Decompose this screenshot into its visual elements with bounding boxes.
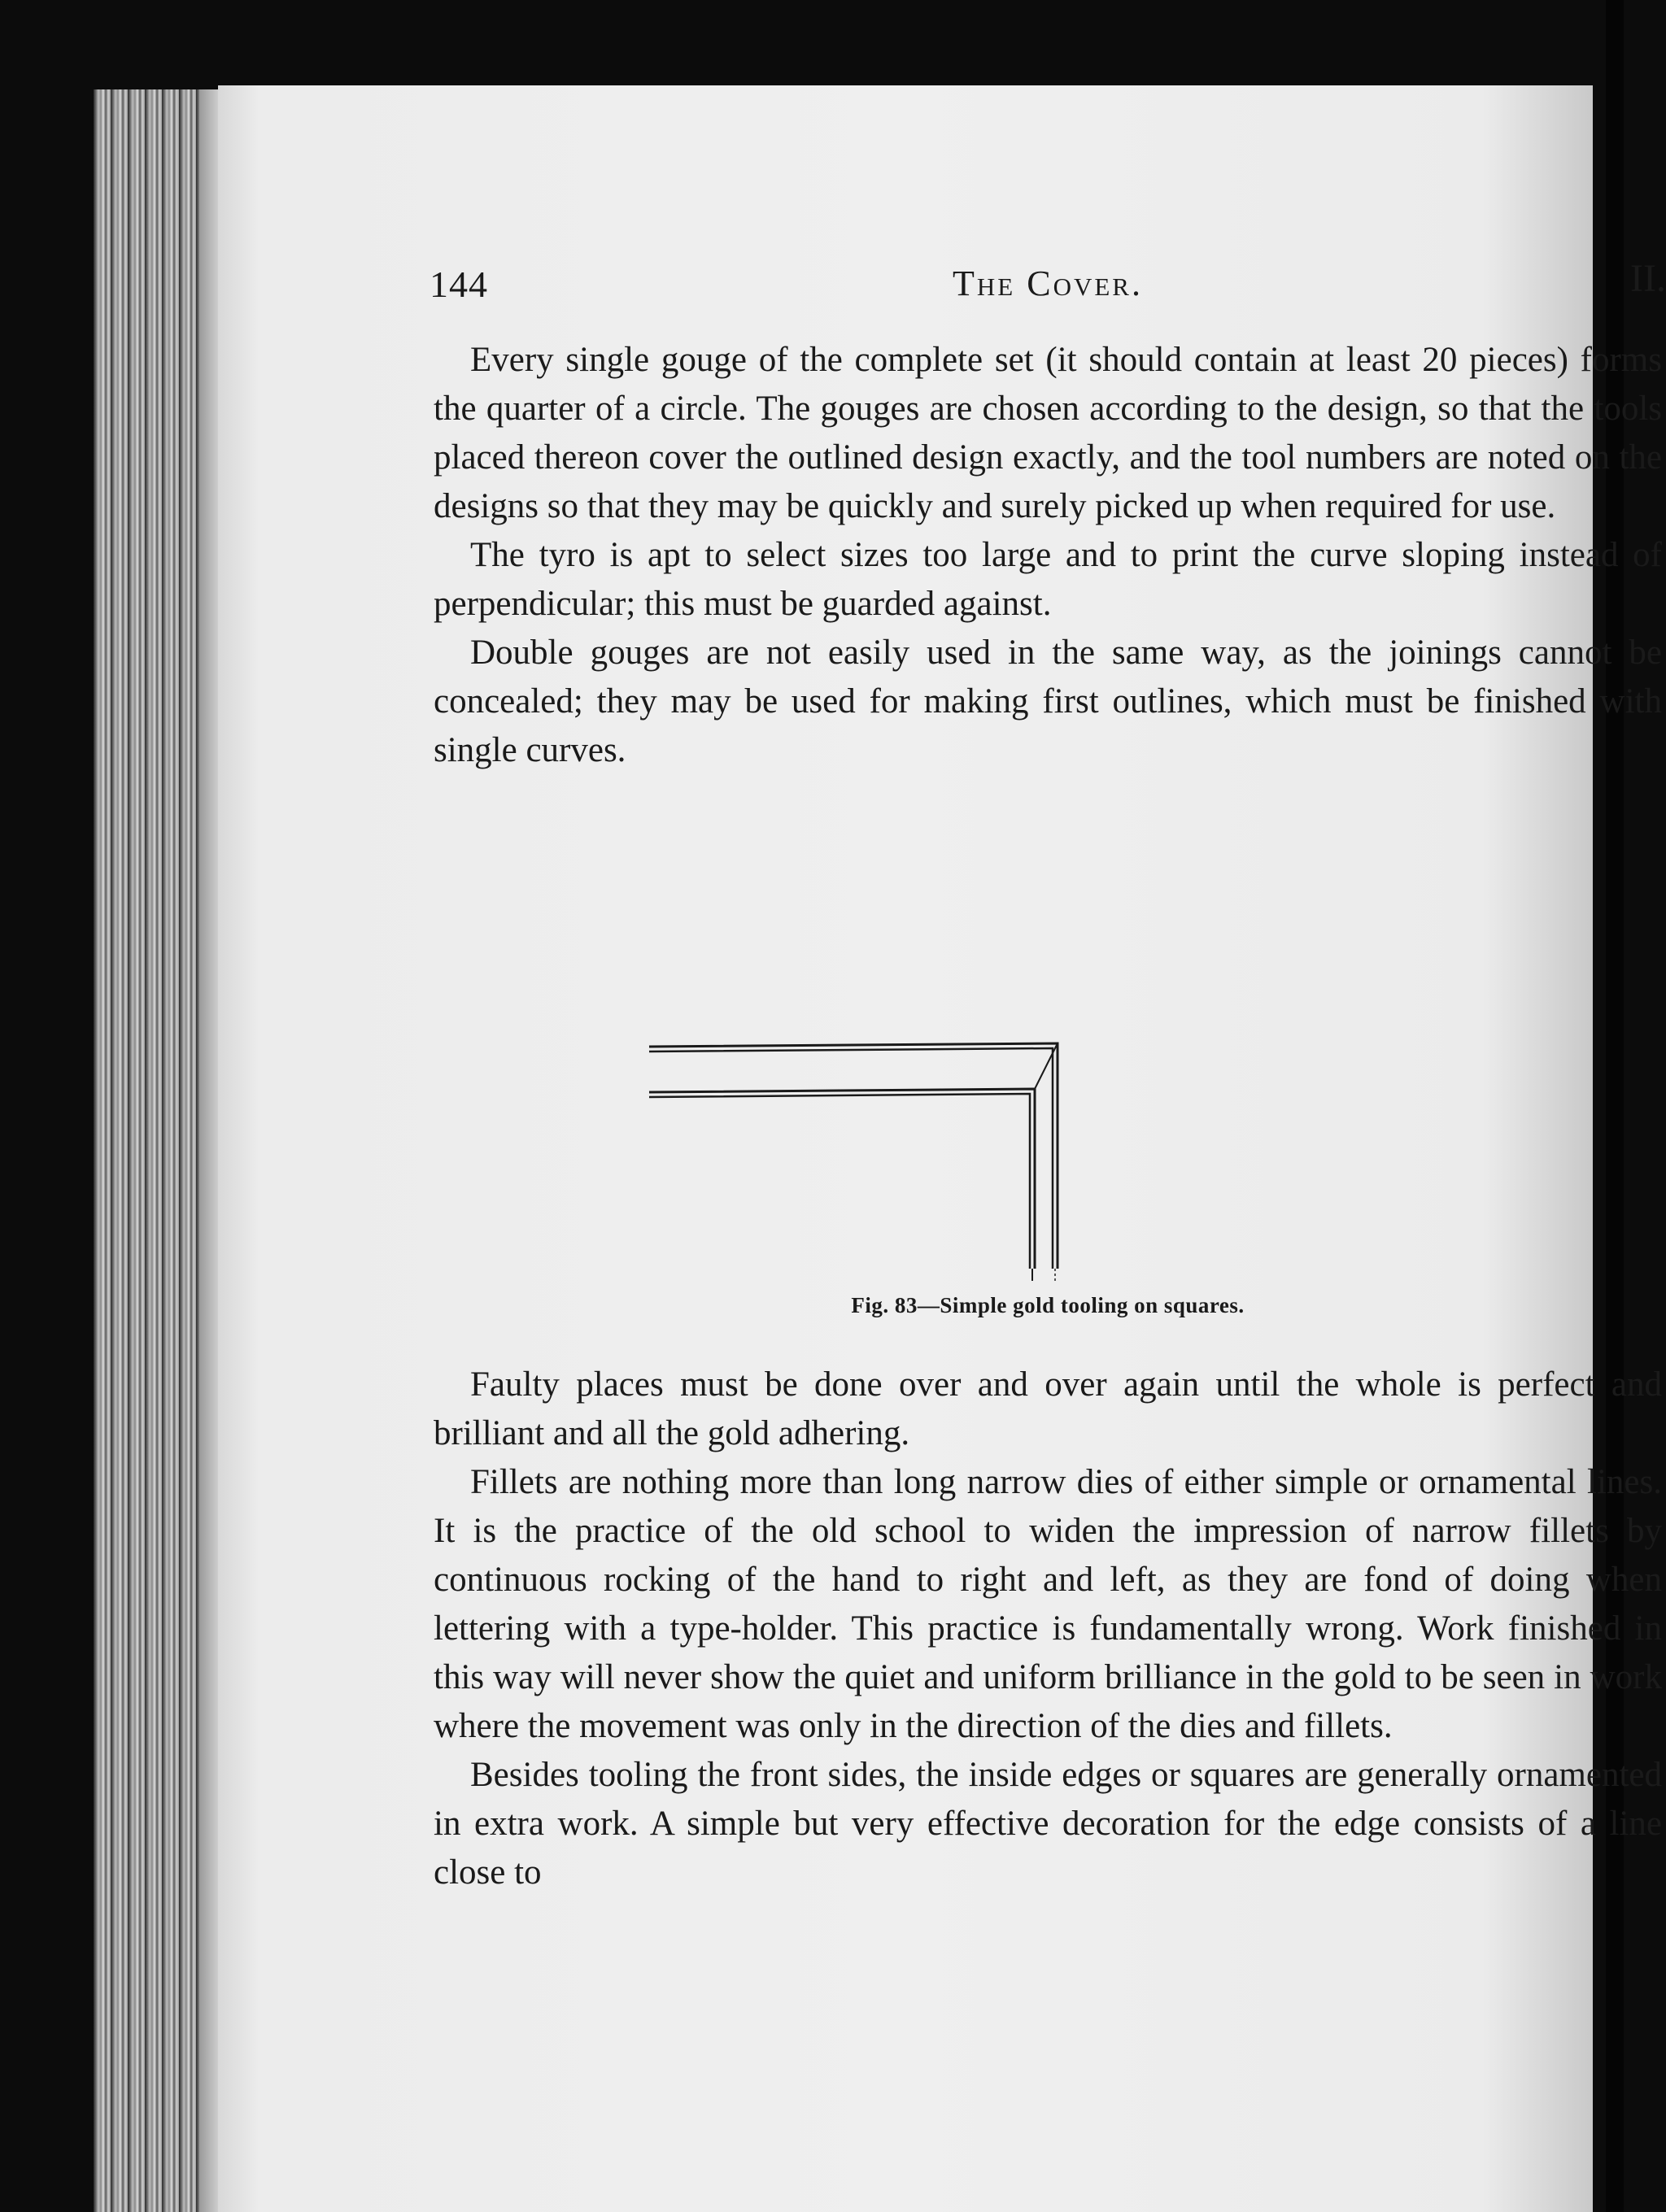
text-block-top (434, 336, 1662, 775)
paragraph: Every single gouge of the complete set (it should contain at least 20 pieces) forms the quarter of a circle. The gouges are chosen according to the design, so that the tools placed thereon cover the outlined design exactly, and the tool numbers are noted on the designs so that they may be quickly and surely picked up when required for use. (434, 341, 1662, 525)
paragraph: Double gouges are not easily used in the same way, as the joinings cannot be concealed; they may be used for making first outlines, which must be finished with single curves. (434, 634, 1662, 769)
book-page (218, 85, 1666, 2212)
page-number: 144 (430, 263, 488, 305)
mitre-corner (1035, 1043, 1058, 1089)
running-header (430, 257, 1666, 320)
paragraph: Faulty places must be done over and over again until the whole is perfect and brilliant and all the gold adhering. (434, 1365, 1662, 1452)
paragraph: The tyro is apt to select sizes too large and to print the curve sloping instead of perpendicular; this must be guarded against. (434, 536, 1662, 623)
text-block-bottom (434, 1361, 1662, 1897)
figure-83 (641, 1029, 1080, 1289)
outer-fillet-line (649, 1043, 1058, 1269)
paragraph: Besides tooling the front sides, the inside edges or squares are generally ornamented in extra work. A simple but very effective decoration for the edge consists of a line close to (434, 1756, 1662, 1892)
gold-tooling-illustration (641, 1029, 1080, 1289)
book-page-edges (94, 89, 224, 2212)
running-title: The Cover. (953, 263, 1143, 303)
paragraph: Fillets are nothing more than long narrow dies of either simple or ornamental lines. It is the practice of the old school to widen the impression of narrow fillets by continuous rocking of the hand to right and left, as they are fond of doing when lettering with a type-holder. This practice is fundamentally wrong. Work finished in this way will never show the quiet and uniform brilliance in the gold to be seen in work where the movement was only in the direction of the dies and fillets. (434, 1463, 1662, 1745)
chapter-number: II. (1630, 257, 1666, 300)
inner-fillet-line (649, 1089, 1035, 1269)
figure-caption: Fig. 83—Simple gold tooling on squares. (851, 1293, 1245, 1317)
